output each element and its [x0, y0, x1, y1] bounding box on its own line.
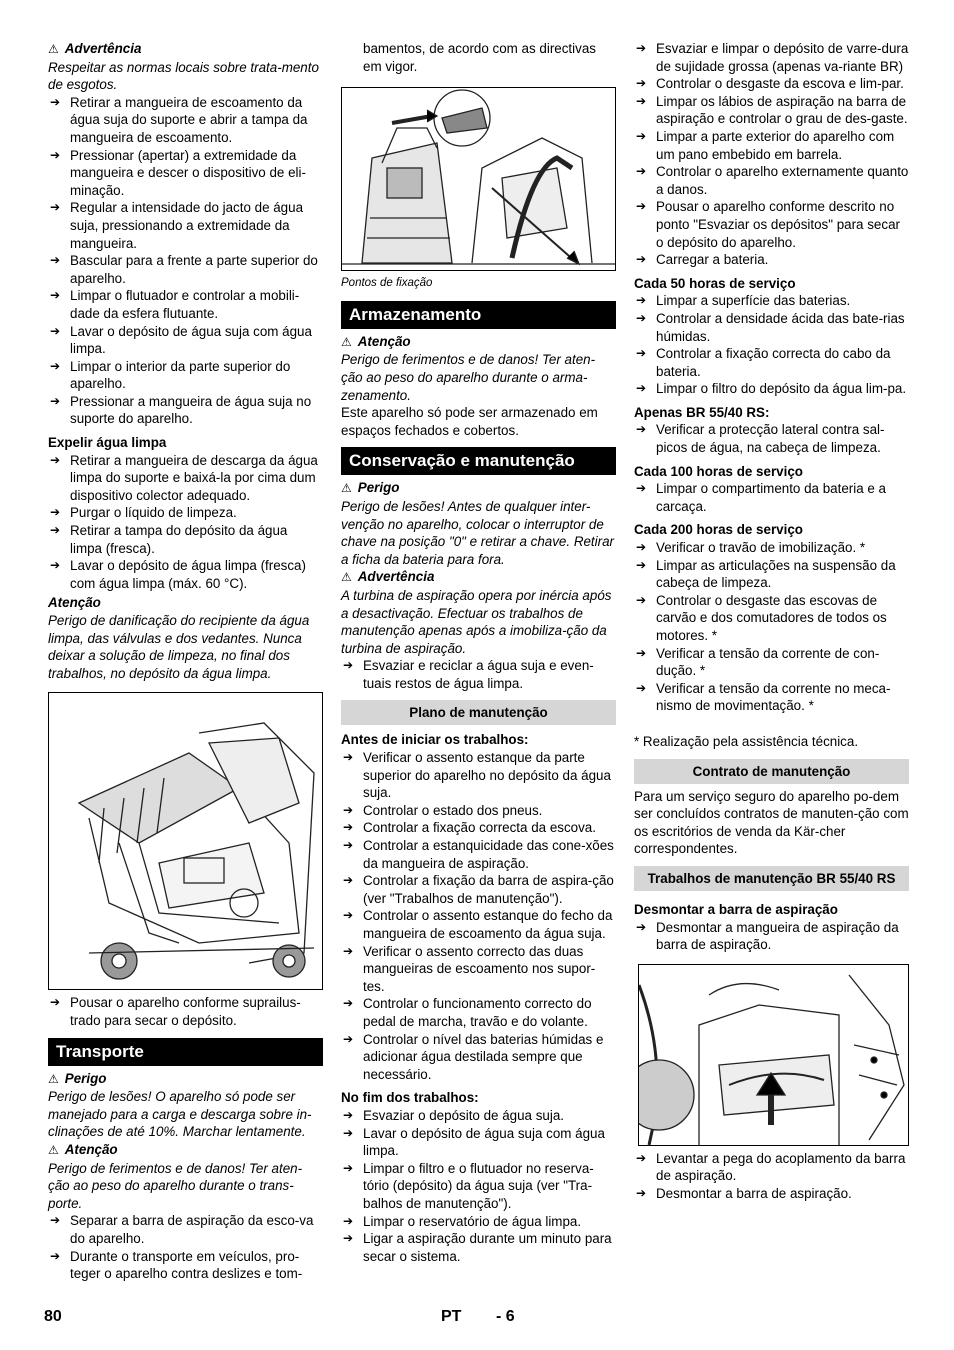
subheading-clean-water: Expelir água limpa	[48, 435, 167, 451]
attention-heading	[48, 1141, 323, 1160]
list-item: ➔ Purgar o líquido de limpeza.	[48, 504, 323, 522]
subheading-remove: Desmontar a barra de aspiração	[634, 901, 838, 917]
figure-squeegee	[638, 964, 909, 1146]
warning-triangle-icon: ⚠	[341, 334, 352, 349]
list-item: ➔ Controlar a fixação correcta do cabo da bateria.	[634, 345, 909, 380]
attention-text: Perigo de danificação do recipiente da água limpa, das válvulas e dos vedantes. Nunca deixar a solução de limpeza, no final dos trabalhos, no depósito da água limpa.	[48, 613, 310, 681]
section-heading-work: Trabalhos de manutenção BR 55/40 RS	[634, 866, 909, 891]
list-item: ➔ Lavar o depósito de água suja com água limpa.	[48, 323, 323, 358]
danger-heading	[48, 1070, 323, 1089]
list-item: ➔ Verificar o travão de imobilização. *	[634, 539, 909, 557]
steps-list	[48, 94, 323, 428]
steps-list	[634, 40, 909, 269]
list-item: ➔ Lavar o depósito de água suja com água limpa.	[341, 1125, 616, 1160]
list-item: ➔ Controlar o funcionamento correcto do pedal de marcha, travão e do volante.	[341, 995, 616, 1030]
list-item: ➔ Retirar a mangueira de descarga da água limpa do suporte e baixá-la por cima dum dispositivo colector adequado.	[48, 452, 323, 505]
danger-heading	[341, 479, 616, 498]
list-item: ➔ Limpar o compartimento da bateria e a carcaça.	[634, 480, 909, 515]
contract-text: Para um serviço seguro do aparelho po-dem ser concluídos contratos de manuten-ção com os escritórios de venda da Kär-cher correspondentes.	[634, 788, 909, 857]
steps-list	[48, 994, 323, 1029]
subheading-50h: Cada 50 horas de serviço	[634, 275, 796, 291]
warning-heading	[341, 568, 616, 587]
column-left	[48, 40, 323, 1283]
column-middle	[341, 40, 616, 1265]
list-item: ➔ Controlar a estanquicidade das cone-xões da mangueira de aspiração.	[341, 837, 616, 872]
list-item: ➔ Regular a intensidade do jacto de água suja, pressionando a extremidade da mangueira.	[48, 199, 323, 252]
steps-list	[341, 749, 616, 1083]
list-item: ➔ Limpar as articulações na suspensão da cabeça de limpeza.	[634, 557, 909, 592]
squeegee-illustration	[639, 965, 912, 1145]
list-item: ➔ Esvaziar e limpar o depósito de varre-dura de sujidade grossa (apenas va-riante BR)	[634, 40, 909, 75]
list-item: ➔ Verificar a tensão da corrente no meca-nismo de movimentação. *	[634, 680, 909, 715]
warning-heading	[48, 40, 323, 59]
list-item: ➔ Controlar o estado dos pneus.	[341, 802, 616, 820]
list-item: ➔ Controlar o nível das baterias húmidas e adicionar água destilada sempre que necessário.	[341, 1031, 616, 1084]
steps-list	[634, 919, 909, 954]
steps-list	[48, 452, 323, 593]
attention-text: Perigo de ferimentos e de danos! Ter aten-ção ao peso do aparelho durante o arma-zenamento.	[341, 352, 596, 403]
fixing-points-illustration	[342, 88, 615, 270]
warning-triangle-icon: ⚠	[48, 1071, 59, 1086]
list-item: ➔ Desmontar a mangueira de aspiração da barra de aspiração.	[634, 919, 909, 954]
storage-text: Este aparelho só pode ser armazenado em espaços fechados e cobertos.	[341, 405, 598, 438]
list-item: ➔ Limpar os lábios de aspiração na barra de aspiração e controlar o grau de des-gaste.	[634, 93, 909, 128]
list-item: ➔ Durante o transporte em veículos, pro-teger o aparelho contra deslizes e tom-	[48, 1248, 323, 1283]
subheading-before: Antes de iniciar os trabalhos:	[341, 732, 529, 748]
list-item: ➔ Bascular para a frente a parte superior do aparelho.	[48, 252, 323, 287]
section-heading-plan: Plano de manutenção	[341, 700, 616, 725]
steps-list	[634, 480, 909, 515]
section-heading-storage: Armazenamento	[341, 301, 616, 329]
attention-heading: Atenção	[48, 595, 101, 611]
subheading-end: No fim dos trabalhos:	[341, 1090, 479, 1106]
list-item: ➔ Limpar o flutuador e controlar a mobili-dade da esfera flutuante.	[48, 287, 323, 322]
attention-title: Atenção	[357, 333, 411, 349]
list-item: ➔ Limpar o reservatório de água limpa.	[341, 1213, 616, 1231]
list-item: ➔ Limpar a parte exterior do aparelho com um pano embebido em barrela.	[634, 128, 909, 163]
list-item: ➔ Esvaziar e reciclar a água suja e even-tuais restos de água limpa.	[341, 657, 616, 692]
list-item: ➔ Lavar o depósito de água limpa (fresca) com água limpa (máx. 60 °C).	[48, 557, 323, 592]
list-item: ➔ Controlar o desgaste da escova e lim-par.	[634, 75, 909, 93]
list-item: ➔ Retirar a tampa do depósito da água limpa (fresca).	[48, 522, 323, 557]
list-item: ➔ Esvaziar o depósito de água suja.	[341, 1107, 616, 1125]
list-item: ➔ Ligar a aspiração durante um minuto para secar o sistema.	[341, 1230, 616, 1265]
list-item: ➔ Limpar o filtro e o flutuador no reserva-tório (depósito) da água suja (ver "Tra-balhos de manutenção").	[341, 1160, 616, 1213]
list-item: ➔ Levantar a pega do acoplamento da barra de aspiração.	[634, 1150, 909, 1185]
steps-list	[634, 539, 909, 715]
danger-text: Perigo de lesões! Antes de qualquer inter-venção no aparelho, colocar o interruptor de chave na posição "0" e retirar a chave. Retirar a ficha da bateria para fora.	[341, 498, 614, 567]
list-item: ➔ Limpar o interior da parte superior do aparelho.	[48, 358, 323, 393]
steps-list	[48, 1212, 323, 1282]
subheading-200h: Cada 200 horas de serviço	[634, 522, 803, 538]
sub-page-number: - 6	[496, 1308, 515, 1325]
list-item: ➔ Controlar a densidade ácida das bate-rias húmidas.	[634, 310, 909, 345]
warning-triangle-icon: ⚠	[48, 42, 59, 56]
attention-title: Atenção	[64, 1141, 118, 1157]
steps-list	[341, 1107, 616, 1265]
danger-text: Perigo de lesões! O aparelho só pode ser manejado para a carga e descarga sobre in-clinações de até 10%. Marchar lentamente.	[48, 1089, 312, 1140]
warning-title: Advertência	[64, 41, 142, 56]
attention-text: Perigo de ferimentos e de danos! Ter aten-ção ao peso do aparelho durante o trans-porte.	[48, 1160, 303, 1211]
list-item: ➔ Carregar a bateria.	[634, 251, 909, 269]
figure-fixing-points	[341, 87, 616, 271]
section-heading-contract: Contrato de manutenção	[634, 759, 909, 784]
section-heading-transport: Transporte	[48, 1038, 323, 1066]
steps-list	[341, 657, 616, 692]
subheading-100h: Cada 100 horas de serviço	[634, 463, 803, 479]
list-item: ➔ Desmontar a barra de aspiração.	[634, 1185, 909, 1203]
figure-caption: Pontos de fixação	[341, 277, 433, 290]
machine-illustration	[49, 693, 322, 989]
footnote: * Realização pela assistência técnica.	[634, 733, 859, 749]
warning-text: A turbina de aspiração opera por inércia após a desactivação. Efectuar os trabalhos de manutenção apenas após a imobiliza-ção da turbina de aspiração.	[341, 587, 612, 656]
list-item: ➔ Pressionar (apertar) a extremidade da mangueira e descer o dispositivo de eli-minação.	[48, 147, 323, 200]
figure-tilted-machine	[48, 692, 323, 990]
list-item: ➔ Controlar a fixação da barra de aspira-ção (ver "Trabalhos de manutenção").	[341, 872, 616, 907]
column-right	[634, 40, 909, 1203]
attention-heading	[341, 333, 616, 352]
list-item: ➔ Verificar o assento correcto das duas mangueiras de escoamento nos supor-tes.	[341, 943, 616, 996]
warning-title: Advertência	[357, 569, 435, 585]
list-item: ➔ Pressionar a mangueira de água suja no suporte do aparelho.	[48, 393, 323, 428]
steps-list	[634, 1150, 909, 1203]
steps-list	[634, 292, 909, 398]
warning-triangle-icon: ⚠	[341, 481, 352, 496]
list-item: ➔ Pousar o aparelho conforme suprailus-trado para secar o depósito.	[48, 994, 323, 1029]
section-heading-maintenance: Conservação e manutenção	[341, 447, 616, 475]
list-item: ➔ Limpar o filtro do depósito da água lim-pa.	[634, 380, 909, 398]
list-item: ➔ Controlar o aparelho externamente quanto a danos.	[634, 163, 909, 198]
warning-triangle-icon: ⚠	[341, 570, 352, 585]
list-item: ➔ Verificar o assento estanque da parte superior do aparelho no depósito da água suja.	[341, 749, 616, 802]
danger-title: Perigo	[357, 480, 400, 496]
language-code: PT	[441, 1308, 462, 1325]
list-item: ➔ Retirar a mangueira de escoamento da água suja do suporte e abrir a tampa da mangueira de escoamento.	[48, 94, 323, 147]
warning-text: Respeitar as normas locais sobre trata-mento de esgotos.	[48, 59, 319, 93]
page-number: 80	[44, 1308, 62, 1325]
danger-title: Perigo	[64, 1070, 107, 1086]
list-item: ➔ Controlar o desgaste das escovas de carvão e dos comutadores de todos os motores. *	[634, 592, 909, 645]
list-item: ➔ Controlar o assento estanque do fecho da mangueira de escoamento da água suja.	[341, 907, 616, 942]
list-item: ➔ Limpar a superfície das baterias.	[634, 292, 909, 310]
subheading-br: Apenas BR 55/40 RS:	[634, 404, 770, 420]
list-item: ➔ Verificar a protecção lateral contra sal-picos de água, na cabeça de limpeza.	[634, 421, 909, 456]
list-item: ➔ Pousar o aparelho conforme descrito no ponto "Esvaziar os depósitos" para secar o depósito do aparelho.	[634, 198, 909, 251]
list-item: ➔ Verificar a tensão da corrente de con-dução. *	[634, 645, 909, 680]
list-item: ➔ Controlar a fixação correcta da escova.	[341, 819, 616, 837]
continued-text: bamentos, de acordo com as directivas em vigor.	[363, 41, 596, 74]
list-item: ➔ Separar a barra de aspiração da esco-va do aparelho.	[48, 1212, 323, 1247]
steps-list	[634, 421, 909, 456]
warning-triangle-icon: ⚠	[48, 1142, 59, 1157]
